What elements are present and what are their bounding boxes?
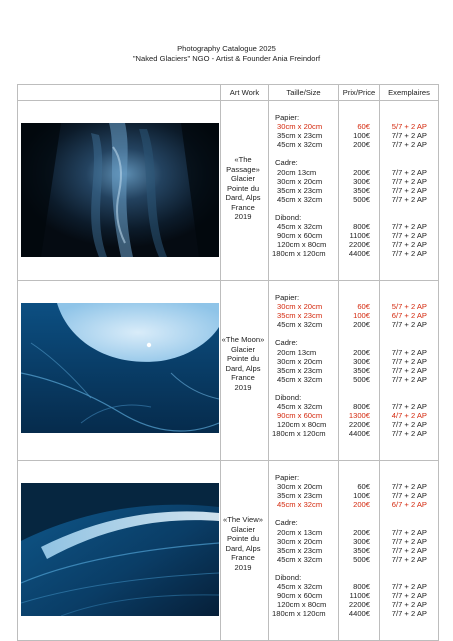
artwork-row [18,461,439,641]
price-value: 350€ [353,545,370,555]
copies-value: 7/7 + 2 AP [391,185,427,195]
price-value: 200€ [353,167,370,177]
spacer [339,158,379,167]
copies-value: 5/7 + 2 AP [391,302,427,312]
copies-column-header: Exemplaires [380,85,439,101]
artwork-caption-line: Passage» [226,164,260,174]
price-value: 350€ [353,365,370,375]
size-value: 45cm x 32cm [277,320,323,330]
size-value: 45cm x 32cm [277,194,323,204]
artwork-caption-line: France [231,202,255,212]
price-value: 100€ [353,311,370,321]
copies-value: 7/7 + 2 AP [391,402,427,412]
price-value: 60€ [357,302,370,312]
size-value: 90cm x 60cm [277,591,323,601]
price-value: 200€ [353,140,370,150]
price-value: 500€ [353,554,370,564]
spacer [339,393,379,402]
copies-value: 7/7 + 2 AP [391,536,427,546]
spacer [380,338,438,347]
medium-label: Cadre: [275,158,298,168]
artwork-caption-line: 2019 [234,562,252,572]
price-cell [339,461,380,641]
artwork-caption-line: Glacier [230,524,256,534]
price-value: 200€ [353,527,370,537]
artwork-title-cell [221,101,269,281]
copies-value: 7/7 + 2 AP [391,591,427,601]
copies-value: 7/7 + 2 AP [391,240,427,250]
size-value: 90cm x 60cm [277,231,323,241]
size-cell [269,461,339,641]
copies-value: 4/7 + 2 AP [391,411,427,421]
copies-cell [380,101,439,281]
price-value: 800€ [353,222,370,232]
catalogue-header [0,44,453,63]
artwork-caption-line: Glacier [230,174,256,183]
artwork-caption-line: Glacier [230,344,256,354]
size-value: 30cm x 20cm [277,122,323,132]
price-value: 100€ [353,131,370,141]
artwork-caption-line: Pointe du [226,183,260,193]
copies-value: 7/7 + 2 AP [391,600,427,610]
image-column-header [18,85,221,101]
price-value: 300€ [353,536,370,546]
medium-label: Papier: [275,473,300,482]
size-value: 35cm x 23cm [277,545,323,555]
spacer [339,473,379,482]
price-cell [339,101,380,281]
price-value: 200€ [353,347,370,357]
size-value: 20cm 13cm [277,347,317,357]
price-value: 1300€ [348,411,370,421]
artwork-image-cell [18,281,221,461]
price-value: 100€ [353,491,370,501]
price-value: 2200€ [348,600,370,610]
price-value: 200€ [353,320,370,330]
price-column-header: Prix/Price [339,85,380,101]
price-value: 500€ [353,374,370,384]
price-cell [339,281,380,461]
spacer [380,113,438,122]
copies-value: 7/7 + 2 AP [391,527,427,537]
copies-value: 7/7 + 2 AP [391,167,427,177]
size-value: 45cm x 32cm [277,402,323,412]
spacer [380,573,438,582]
copies-value: 7/7 + 2 AP [391,320,427,330]
copies-value: 7/7 + 2 AP [391,176,427,186]
artwork-caption-line: Pointe du [226,354,260,363]
price-value: 200€ [353,500,370,510]
copies-value: 7/7 + 2 AP [391,545,427,555]
size-value: 45cm x 32cm [277,500,323,510]
copies-value: 7/7 + 2 AP [391,140,427,150]
price-value: 2200€ [348,240,370,250]
medium-label: Dibond: [275,393,302,403]
size-value: 35cm x 23cm [277,365,323,375]
spacer [339,113,379,122]
spacer [380,473,438,482]
medium-label: Papier: [275,293,300,302]
size-value: 30cm x 20cm [277,176,323,186]
size-value: 35cm x 23cm [277,311,323,321]
copies-value: 7/7 + 2 AP [391,194,427,204]
price-value: 300€ [353,176,370,186]
price-value: 4400€ [348,609,370,619]
spacer [380,518,438,527]
catalogue-subtitle: "Naked Glaciers" NGO - Artist & Founder Ania Freindorf [132,53,321,63]
medium-label: Cadre: [275,338,298,348]
artwork-caption-line: France [231,373,255,382]
copies-value: 7/7 + 2 AP [391,491,427,501]
size-value: 180cm x 120cm [272,609,326,619]
price-value: 1100€ [349,231,370,241]
copies-value: 7/7 + 2 AP [391,222,427,232]
size-value: 35cm x 23cm [277,185,323,195]
copies-cell [380,281,439,461]
size-value: 30cm x 20cm [277,356,323,366]
artwork-caption-line: Dard, Alps [225,193,261,202]
size-value: 90cm x 60cm [277,411,323,421]
price-value: 4400€ [348,429,370,439]
artwork-caption-line: Pointe du [226,534,260,543]
copies-value: 7/7 + 2 AP [391,609,427,619]
price-value: 800€ [353,582,370,592]
price-value: 300€ [353,356,370,366]
size-cell [269,281,339,461]
spacer [339,338,379,347]
artwork-image-cell [18,461,221,641]
size-value: 30cm x 20cm [277,482,323,492]
artwork-photo-the-moon [21,303,219,433]
copies-cell [380,461,439,641]
size-value: 120cm x 80cm [277,600,327,610]
price-value: 800€ [353,402,370,412]
size-value: 45cm x 32cm [277,582,323,592]
size-value: 20cm 13cm [277,167,317,177]
artwork-caption-line: «The Moon» [221,335,265,344]
artwork-photo-the-passage [21,123,219,257]
copies-value: 7/7 + 2 AP [391,554,427,564]
size-cell [269,101,339,281]
copies-value: 7/7 + 2 AP [391,429,427,439]
artwork-caption-line: «The [234,155,252,164]
price-value: 4400€ [348,249,370,259]
artwork-image-cell [18,101,221,281]
medium-label: Dibond: [275,573,302,583]
copies-value: 7/7 + 2 AP [391,231,427,241]
spacer [380,393,438,402]
medium-label: Cadre: [275,518,298,528]
price-value: 1100€ [349,591,370,601]
size-value: 35cm x 23cm [277,491,323,501]
spacer [380,213,438,222]
artwork-caption-line: 2019 [234,212,252,221]
copies-value: 7/7 + 2 AP [391,249,427,259]
size-value: 120cm x 80cm [277,420,327,430]
size-value: 45cm x 32cm [277,140,323,150]
table-header-row [18,85,439,101]
size-value: 180cm x 120cm [272,429,326,439]
size-column-header: Taille/Size [269,85,339,101]
size-value: 45cm x 32cm [277,222,323,232]
spacer [339,518,379,527]
artwork-caption-line: Dard, Alps [225,363,261,373]
artwork-caption-line: 2019 [234,382,252,392]
price-value: 60€ [357,482,370,492]
copies-value: 7/7 + 2 AP [391,482,427,492]
copies-value: 7/7 + 2 AP [391,420,427,430]
size-value: 45cm x 32cm [277,554,323,564]
catalogue-table [17,84,439,641]
size-value: 120cm x 80cm [277,240,327,250]
medium-label: Dibond: [275,213,302,223]
artwork-title-cell [221,281,269,461]
spacer [339,573,379,582]
size-value: 30cm x 20cm [277,536,323,546]
artwork-row [18,281,439,461]
size-value: 35cm x 23cm [277,131,323,141]
price-value: 60€ [357,122,370,132]
medium-label: Papier: [275,113,300,122]
copies-value: 7/7 + 2 AP [391,356,427,366]
copies-value: 7/7 + 2 AP [391,582,427,592]
price-value: 500€ [353,194,370,204]
copies-value: 6/7 + 2 AP [391,500,427,510]
copies-value: 6/7 + 2 AP [391,311,427,321]
size-value: 30cm x 20cm [277,302,323,312]
copies-value: 7/7 + 2 AP [391,131,427,141]
copies-value: 7/7 + 2 AP [391,365,427,375]
copies-value: 7/7 + 2 AP [391,374,427,384]
spacer [339,293,379,302]
spacer [380,293,438,302]
spacer [339,213,379,222]
copies-value: 5/7 + 2 AP [391,122,427,132]
price-value: 2200€ [348,420,370,430]
size-value: 20cm x 13cm [277,527,323,537]
artwork-row [18,101,439,281]
artwork-column-header: Art Work [221,85,269,101]
artwork-caption-line: «The View» [223,515,263,524]
artwork-title-cell [221,461,269,641]
artwork-photo-the-view [21,483,219,616]
catalogue-title: Photography Catalogue 2025 [177,44,276,53]
artwork-caption-line: Dard, Alps [225,543,261,553]
size-value: 45cm x 32cm [277,374,323,384]
size-value: 180cm x 120cm [272,249,326,259]
price-value: 350€ [353,185,370,195]
spacer [380,158,438,167]
artwork-caption-line: France [231,553,255,562]
copies-value: 7/7 + 2 AP [391,347,427,357]
